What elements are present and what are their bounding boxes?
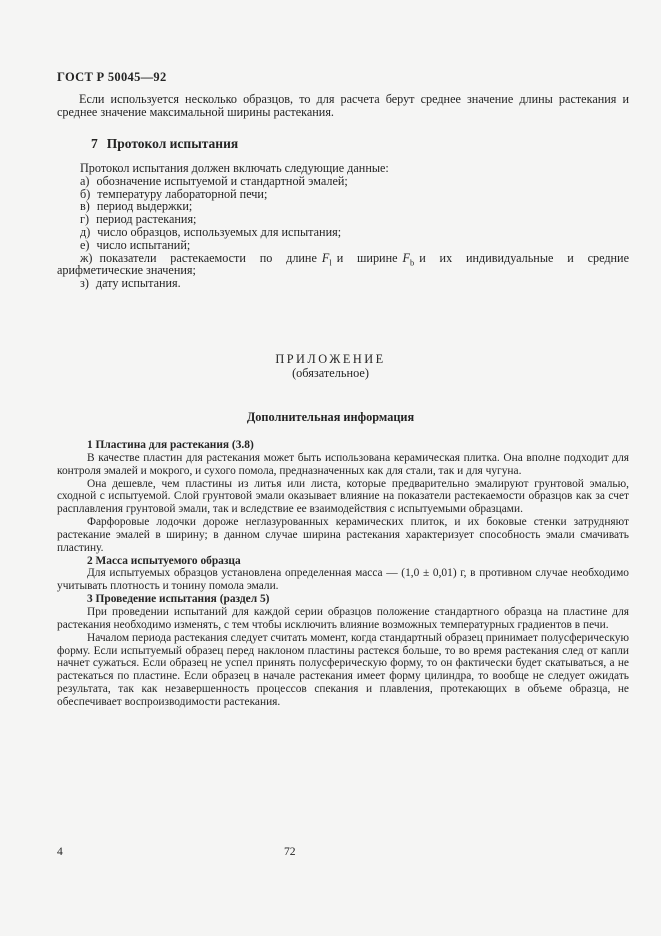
- list-item-text: температуру лабораторной печи;: [97, 186, 268, 201]
- section-7-heading: [57, 136, 238, 152]
- list-item-marker: а): [80, 173, 90, 188]
- formula-subscript: l: [329, 257, 332, 268]
- list-item-marker: б): [80, 186, 91, 201]
- page-number-left: 4: [57, 845, 63, 858]
- list-item-text: период растекания;: [96, 212, 197, 227]
- protocol-lead-paragraph: Протокол испытания должен включать следующие данные:: [80, 161, 389, 175]
- list-item-text: число испытаний;: [96, 237, 191, 252]
- list-item-text: период выдержки;: [96, 199, 193, 214]
- page-number-center: 72: [284, 845, 296, 858]
- protocol-section-body: [57, 162, 629, 290]
- intro-paragraph: Если используется несколько образцов, то для расчета берут среднее значение длины растекания и среднее значение максимальной ширины растекания.: [57, 92, 629, 119]
- appendix-paragraph: В качестве пластин для растекания может быть использована керамическая плитка. Она вполне подходит для контроля эмалей и мокрого, и сухого помола, предназначенных как для стали, так и для чугуна.: [57, 451, 629, 477]
- list-item-text-middle: и ширине: [336, 250, 398, 265]
- list-item-text: обозначение испытуемой и стандартной эмалей;: [96, 173, 348, 188]
- formula-symbol: F: [402, 250, 410, 265]
- list-item-marker: в): [80, 199, 90, 214]
- list-item-text: число образцов, используемых для испытания;: [97, 224, 342, 239]
- standard-code-header: ГОСТ Р 50045—92: [57, 70, 167, 84]
- appendix-label-block: [0, 353, 661, 380]
- appendix-paragraph: Для испытуемых образцов установлена определенная масса — (1,0 ± 0,01) г, в противном случае необходимо учитывать плотность и тонину помола эмали.: [57, 567, 629, 593]
- appendix-subheading-1: 1 Пластина для растекания (3.8): [87, 439, 254, 451]
- formula-f-length: [321, 250, 332, 268]
- list-item-with-formula: [57, 252, 629, 278]
- appendix-body: [57, 439, 629, 709]
- list-item-text-before: показатели растекаемости по длине: [99, 250, 317, 265]
- list-item-marker: г): [80, 212, 90, 227]
- section-7-title: Протокол испытания: [106, 136, 239, 151]
- formula-symbol: F: [321, 250, 330, 265]
- appendix-paragraph: Она дешевле, чем пластины из литья или листа, которые предварительно эмалируют грунтовой эмалью, сходной с испытуемой. Слой грунтовой эмали оказывает влияние на показатели растекаемости образцов как за счет расплавления грунтовой эмали, так и вследствие ее взаимодействия с испытуемыми образцами.: [57, 477, 629, 516]
- section-7-number: 7: [91, 136, 98, 151]
- list-item-marker: ж): [80, 250, 93, 265]
- appendix-subheading-2: 2 Масса испытуемого образца: [87, 554, 241, 567]
- appendix-title: Дополнительная информация: [246, 410, 415, 424]
- list-item-marker: д): [80, 224, 91, 239]
- appendix-subheading-3: 3 Проведение испытания (раздел 5): [87, 593, 270, 606]
- appendix-label: ПРИЛОЖЕНИЕ: [275, 352, 386, 366]
- formula-subscript: b: [409, 257, 415, 268]
- list-item-text-after: и их индивидуальные и средние арифметические значения;: [57, 250, 629, 278]
- list-item-text: дату испытания.: [95, 276, 181, 291]
- appendix-paragraph: Фарфоровые лодочки дороже неглазурованных керамических плиток, и их боковые стенки затрудняют растекание эмалей в ширину; в данном случае ширина растекания характеризует способность эмали смачивать пластину.: [57, 516, 629, 554]
- list-item-marker: е): [80, 237, 90, 252]
- formula-f-width: [402, 250, 415, 268]
- appendix-paragraph: Началом периода растекания следует считать момент, когда стандартный образец принимает полусферическую форму. Если испытуемый образец перед наклоном пластины растекся больше, то во время растекания след от капли начнет сужаться. Если образец не успел принять полусферическую форму, то он фактически будет скатываться, а не растекаться по пластине. Если образец в начале растекания имеет форму цилиндра, то вообще не следует ожидать результата, так как незавершенность процессов спекания и плавления, протекающих в объеме образца, не обеспечивает воспроизводимости растекания.: [57, 631, 629, 708]
- list-item: [57, 277, 629, 290]
- appendix-paragraph: При проведении испытаний для каждой серии образцов положение стандартного образца на пластине для растекания необходимо изменять, с тем чтобы исключить влияние возможных температурных градиентов в печи.: [57, 605, 629, 631]
- list-item-marker: з): [80, 276, 89, 291]
- appendix-note: (обязательное): [292, 365, 369, 380]
